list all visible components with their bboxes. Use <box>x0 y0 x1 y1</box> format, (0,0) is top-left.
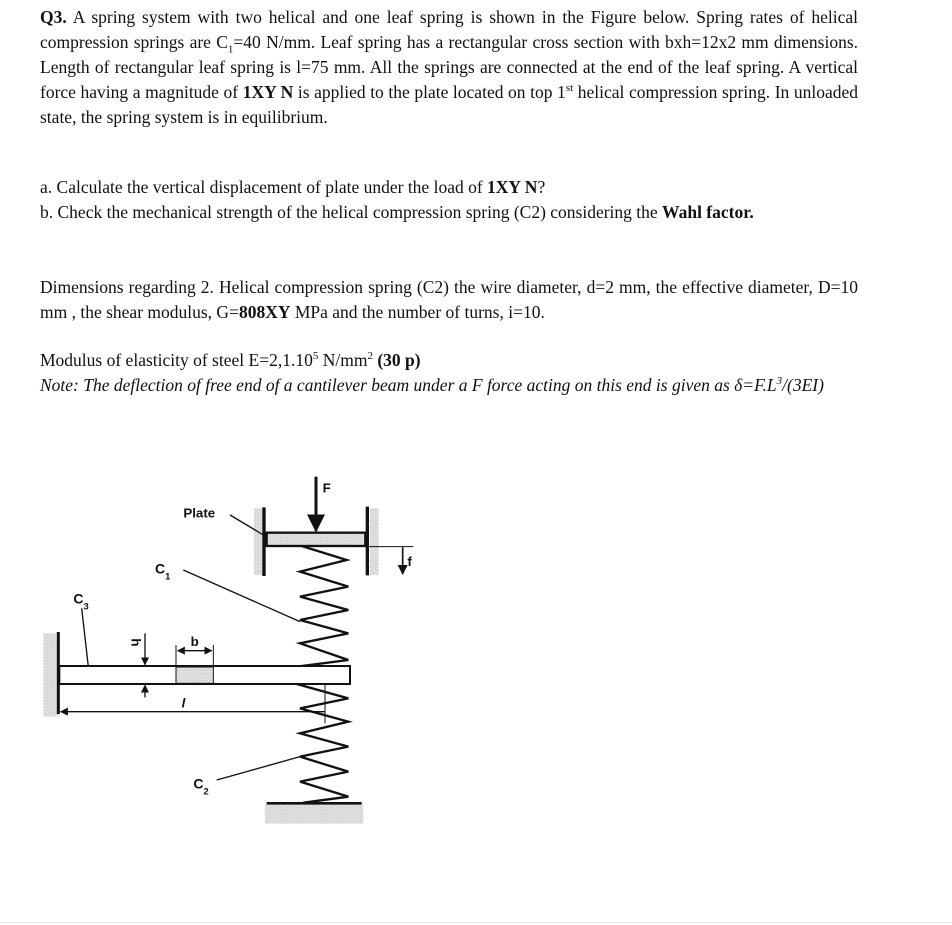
plate-label: Plate <box>183 505 216 521</box>
wall-hatch <box>43 633 58 716</box>
right-guide-hatch <box>370 508 379 575</box>
page-divider <box>0 922 952 923</box>
spring-c2 <box>297 684 349 803</box>
h-label: h <box>128 638 144 647</box>
plate <box>267 533 366 546</box>
question-paragraph: Q3. A spring system with two helical and one leaf spring is shown in the Figure below. Spring rates of helical compression springs are $C_1=40$ N/mm. Leaf spring has a rectangular cross section with bxh=12x2 mm dimensions. Length of rectangular leaf spring is l=75 mm. All the springs are connected at the end of the leaf spring. A vertical force having a magnitude of 1XY N is applied to the plate located on top 1st helical compression spring. In unloaded state, the spring system is in equilibrium. <box>40 7 859 127</box>
c1-label: $C_1$ <box>155 560 171 582</box>
dimensions-text: Dimensions regarding 2. Helical compression spring (C2) the wire diameter, d=2 mm, the effective diameter, D=10 mm , the shear modulus, G=808XY MPa and the number of turns, i=10. <box>40 277 858 322</box>
question-text <box>40 5 858 130</box>
left-guide-hatch <box>254 508 263 575</box>
modulus-and-note <box>40 348 858 398</box>
c2-leader <box>217 757 300 780</box>
c3-label: $C_3$ <box>73 590 89 612</box>
c3-leader <box>82 608 89 666</box>
c2-label: $C_2$ <box>193 775 209 797</box>
spring-system-figure <box>30 460 450 840</box>
note-line: Note: The deflection of free end of a cantilever beam under a F force acting on this end is given as $\delta=F.L^3/(3EI)$ <box>40 375 824 395</box>
part-a: a. Calculate the vertical displacement of plate under the load of 1XY N? <box>40 177 546 197</box>
spring-c1 <box>297 546 349 667</box>
deflection-label: f <box>407 554 412 569</box>
cross-section <box>176 667 213 683</box>
ground-hatch <box>265 804 363 823</box>
part-b: b. Check the mechanical strength of the helical compression spring (C2) considering the Wahl factor. <box>40 202 754 222</box>
l-label: l <box>181 695 186 711</box>
c1-leader <box>183 570 300 622</box>
question-number: Q3. <box>40 7 67 27</box>
b-label: b <box>190 634 199 649</box>
parts <box>40 175 858 225</box>
modulus-line: Modulus of elasticity of steel $E=2,1.10^5$ $N/mm^2$ (30 p) <box>40 350 421 370</box>
force-label: F <box>322 480 331 496</box>
